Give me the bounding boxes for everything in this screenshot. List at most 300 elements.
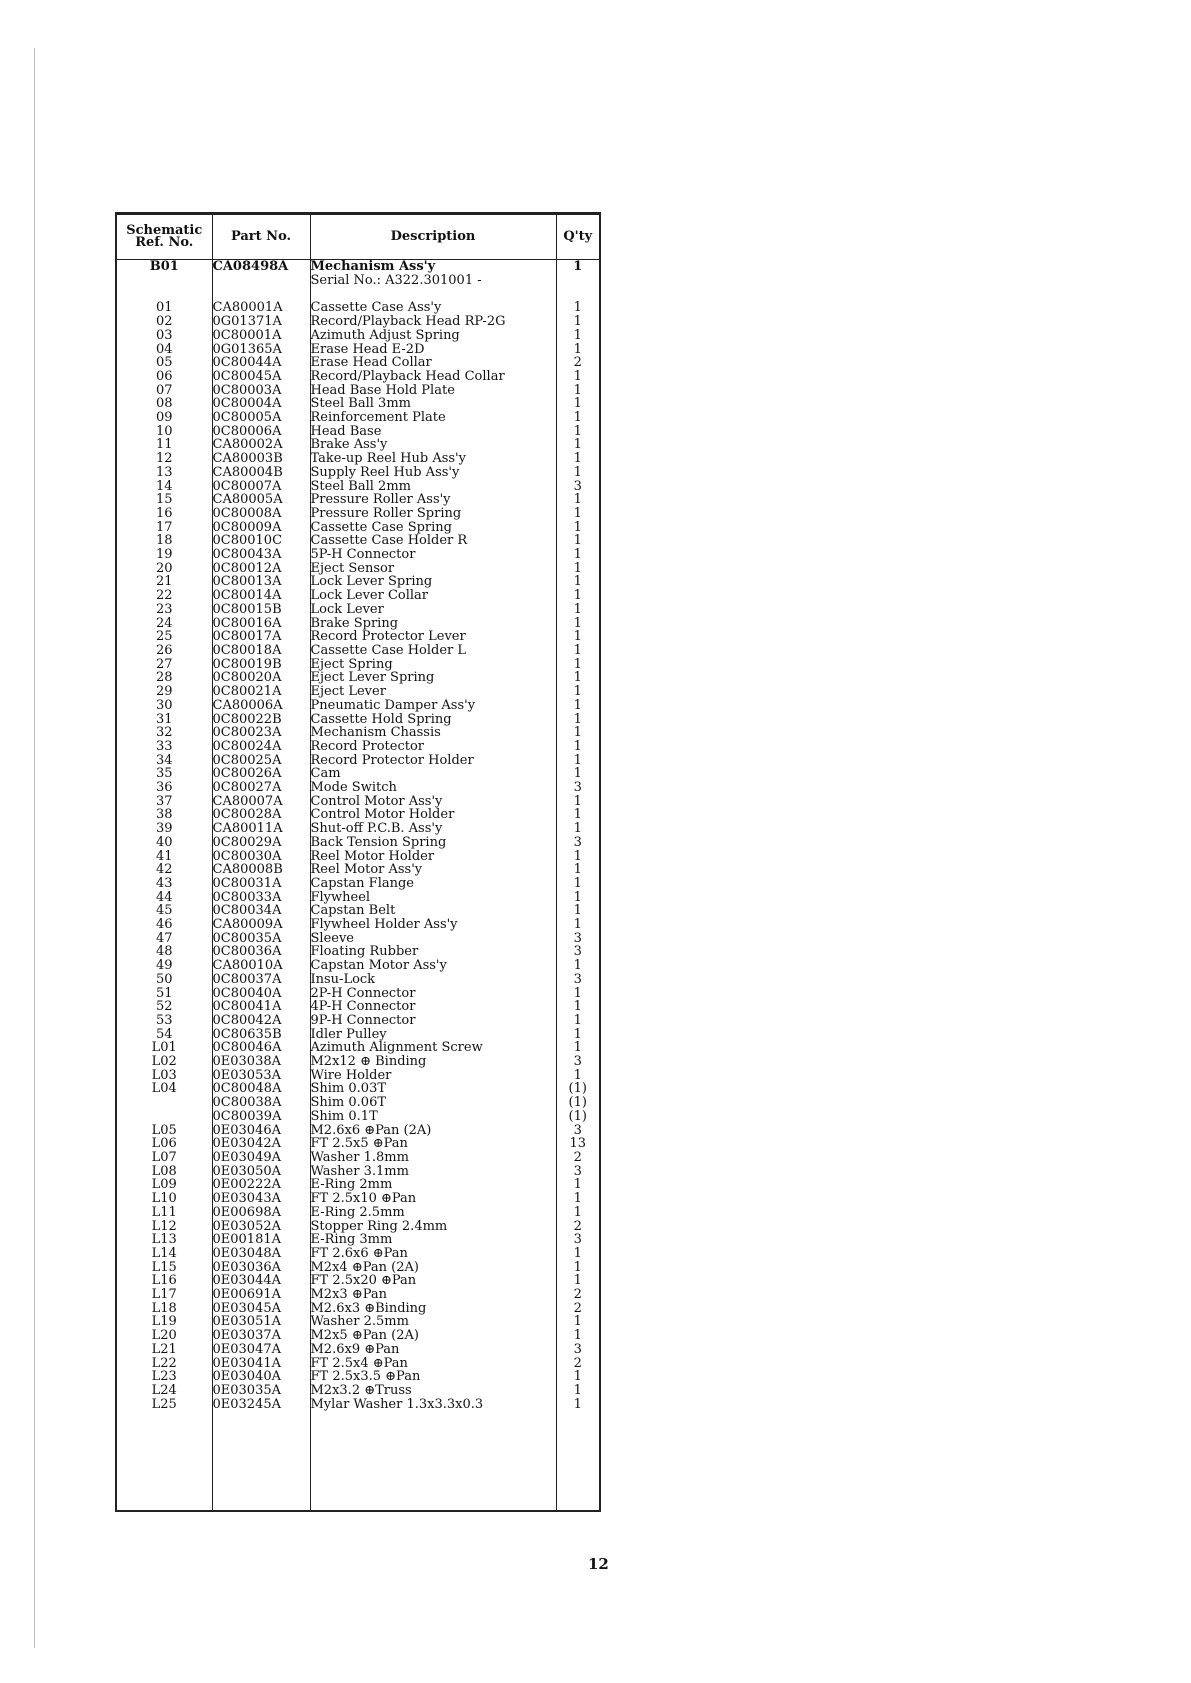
cell-qty: 1 — [556, 301, 600, 315]
cell-qty: 1 — [556, 808, 600, 822]
cell-part: CA80009A — [212, 918, 310, 932]
cell-ref: 28 — [116, 671, 212, 685]
table-row — [116, 1302, 600, 1316]
cell-desc: Supply Reel Hub Ass'y — [310, 466, 556, 480]
cell-qty: 1 — [556, 918, 600, 932]
table-row — [116, 959, 600, 973]
cell-desc: Brake Ass'y — [310, 438, 556, 452]
cell-part: 0C80003A — [212, 384, 310, 398]
table-row — [116, 1274, 600, 1288]
table-row — [116, 562, 600, 576]
table-row — [116, 411, 600, 425]
cell-qty: 1 — [556, 713, 600, 727]
cell-qty: 1 — [556, 1069, 600, 1083]
cell-qty: 1 — [556, 863, 600, 877]
cell-ref: 34 — [116, 754, 212, 768]
cell-qty: 1 — [556, 329, 600, 343]
cell-part: 0E03245A — [212, 1398, 310, 1412]
cell-qty: 1 — [556, 575, 600, 589]
cell-part: 0E03037A — [212, 1329, 310, 1343]
cell-qty: 2 — [556, 356, 600, 370]
cell-qty: 1 — [556, 603, 600, 617]
cell-ref: 03 — [116, 329, 212, 343]
cell-part: CA80008B — [212, 863, 310, 877]
cell-part: CA80006A — [212, 699, 310, 713]
table-row — [116, 329, 600, 343]
cell-part: 0C80043A — [212, 548, 310, 562]
cell-part: CA80005A — [212, 493, 310, 507]
table-row — [116, 808, 600, 822]
parts-list-table — [115, 212, 601, 1512]
cell-desc: Stopper Ring 2.4mm — [310, 1220, 556, 1234]
cell-desc: Pressure Roller Ass'y — [310, 493, 556, 507]
table-row — [116, 904, 600, 918]
cell-desc: Mode Switch — [310, 781, 556, 795]
cell-qty: (1) — [556, 1110, 600, 1124]
cell-ref: L13 — [116, 1233, 212, 1247]
cell-part: 0C80021A — [212, 685, 310, 699]
cell-desc: Reel Motor Holder — [310, 850, 556, 864]
cell-qty: 1 — [556, 617, 600, 631]
cell-qty: 1 — [556, 726, 600, 740]
cell-desc: Cassette Hold Spring — [310, 713, 556, 727]
cell-part: 0E03036A — [212, 1261, 310, 1275]
cell-qty: 1 — [556, 507, 600, 521]
table-header-row — [116, 214, 600, 260]
cell-ref: L08 — [116, 1165, 212, 1179]
cell-ref: L12 — [116, 1220, 212, 1234]
cell-part: 0E03046A — [212, 1124, 310, 1138]
table-row — [116, 987, 600, 1001]
table-row — [116, 891, 600, 905]
cell-desc: Eject Sensor — [310, 562, 556, 576]
cell-ref: 40 — [116, 836, 212, 850]
cell-desc: Record Protector — [310, 740, 556, 754]
cell-ref: 32 — [116, 726, 212, 740]
table-row — [116, 877, 600, 891]
cell-desc: Shim 0.03T — [310, 1082, 556, 1096]
cell-desc: Take-up Reel Hub Ass'y — [310, 452, 556, 466]
cell-ref: 11 — [116, 438, 212, 452]
cell-part: 0C80010C — [212, 534, 310, 548]
cell-desc: Flywheel Holder Ass'y — [310, 918, 556, 932]
cell-ref: 30 — [116, 699, 212, 713]
header-ref-line1: Schematic — [126, 223, 203, 238]
cell-desc: Steel Ball 2mm — [310, 480, 556, 494]
cell-desc: Record Protector Lever — [310, 630, 556, 644]
cell-ref: 02 — [116, 315, 212, 329]
cell-ref: L16 — [116, 1274, 212, 1288]
cell-desc: Shim 0.06T — [310, 1096, 556, 1110]
cell-ref: 29 — [116, 685, 212, 699]
assembly-serial: Serial No.: A322.301001 - — [310, 274, 556, 288]
cell-desc: E-Ring 2mm — [310, 1178, 556, 1192]
cell-part: 0C80008A — [212, 507, 310, 521]
table-row — [116, 1233, 600, 1247]
table-row — [116, 1165, 600, 1179]
cell-desc: Record Protector Holder — [310, 754, 556, 768]
cell-qty: 1 — [556, 671, 600, 685]
cell-qty: 1 — [556, 1398, 600, 1412]
cell-ref: 49 — [116, 959, 212, 973]
blank-filler-row — [116, 1411, 600, 1511]
table-row — [116, 356, 600, 370]
cell-qty: 1 — [556, 315, 600, 329]
cell-desc: 2P-H Connector — [310, 987, 556, 1001]
table-row — [116, 1398, 600, 1412]
cell-ref: 26 — [116, 644, 212, 658]
cell-qty: 1 — [556, 411, 600, 425]
cell-desc: M2x12 ⊕ Binding — [310, 1055, 556, 1069]
cell-qty: 1 — [556, 959, 600, 973]
cell-ref: 51 — [116, 987, 212, 1001]
cell-ref: 04 — [116, 343, 212, 357]
cell-qty: 1 — [556, 795, 600, 809]
cell-qty: 13 — [556, 1137, 600, 1151]
cell-part: 0C80014A — [212, 589, 310, 603]
cell-ref: L14 — [116, 1247, 212, 1261]
table-row — [116, 658, 600, 672]
cell-part: 0C80025A — [212, 754, 310, 768]
cell-part: 0E03049A — [212, 1151, 310, 1165]
table-row — [116, 548, 600, 562]
cell-ref: 08 — [116, 397, 212, 411]
cell-ref: 17 — [116, 521, 212, 535]
table-row — [116, 1220, 600, 1234]
cell-qty: 1 — [556, 850, 600, 864]
cell-qty: 1 — [556, 891, 600, 905]
table-row — [116, 685, 600, 699]
cell-qty: 1 — [556, 493, 600, 507]
cell-part: 0C80044A — [212, 356, 310, 370]
cell-qty: 1 — [556, 397, 600, 411]
cell-desc: M2x3 ⊕Pan — [310, 1288, 556, 1302]
table-row — [116, 1124, 600, 1138]
cell-part: 0C80015B — [212, 603, 310, 617]
cell-qty: 3 — [556, 932, 600, 946]
cell-part: CA80004B — [212, 466, 310, 480]
cell-desc: E-Ring 2.5mm — [310, 1206, 556, 1220]
cell-part: 0E03035A — [212, 1384, 310, 1398]
cell-part: 0C80028A — [212, 808, 310, 822]
cell-ref: 50 — [116, 973, 212, 987]
cell-desc: Lock Lever Spring — [310, 575, 556, 589]
table-row — [116, 1343, 600, 1357]
cell-part: 0C80023A — [212, 726, 310, 740]
cell-qty: 1 — [556, 452, 600, 466]
cell-qty: 1 — [556, 1384, 600, 1398]
cell-desc: Control Motor Holder — [310, 808, 556, 822]
header-ref-no — [116, 214, 212, 260]
cell-ref: 48 — [116, 945, 212, 959]
table-row — [116, 1370, 600, 1384]
cell-qty: 1 — [556, 466, 600, 480]
cell-qty: 2 — [556, 1288, 600, 1302]
table-row — [116, 863, 600, 877]
cell-part: 0C80035A — [212, 932, 310, 946]
cell-desc: Azimuth Adjust Spring — [310, 329, 556, 343]
cell-part: 0G01365A — [212, 343, 310, 357]
cell-qty: 2 — [556, 1220, 600, 1234]
page-number: 12 — [588, 1555, 609, 1573]
cell-part: 0C80037A — [212, 973, 310, 987]
cell-part: 0C80012A — [212, 562, 310, 576]
cell-desc: Washer 3.1mm — [310, 1165, 556, 1179]
cell-desc: Washer 2.5mm — [310, 1315, 556, 1329]
cell-qty: 1 — [556, 589, 600, 603]
cell-part: CA80002A — [212, 438, 310, 452]
cell-ref: 21 — [116, 575, 212, 589]
cell-ref: 10 — [116, 425, 212, 439]
header-part-no: Part No. — [212, 214, 310, 260]
cell-part: 0C80040A — [212, 987, 310, 1001]
cell-ref: 25 — [116, 630, 212, 644]
cell-desc: Cam — [310, 767, 556, 781]
cell-desc: Head Base — [310, 425, 556, 439]
table-row — [116, 1096, 600, 1110]
cell-part: 0C80004A — [212, 397, 310, 411]
cell-desc: Cassette Case Ass'y — [310, 301, 556, 315]
cell-part: CA80007A — [212, 795, 310, 809]
cell-qty: 1 — [556, 370, 600, 384]
cell-desc: Shim 0.1T — [310, 1110, 556, 1124]
cell-qty: 1 — [556, 384, 600, 398]
cell-desc: Lock Lever Collar — [310, 589, 556, 603]
cell-desc: FT 2.5x4 ⊕Pan — [310, 1357, 556, 1371]
cell-qty: 3 — [556, 781, 600, 795]
cell-ref: 24 — [116, 617, 212, 631]
cell-ref: L15 — [116, 1261, 212, 1275]
cell-qty: 1 — [556, 548, 600, 562]
cell-ref — [116, 1096, 212, 1110]
cell-part: 0C80019B — [212, 658, 310, 672]
cell-qty: 3 — [556, 1233, 600, 1247]
cell-part: 0E03042A — [212, 1137, 310, 1151]
cell-qty: 1 — [556, 1315, 600, 1329]
table-row — [116, 1288, 600, 1302]
cell-qty: 1 — [556, 1178, 600, 1192]
table-row — [116, 493, 600, 507]
cell-ref: 39 — [116, 822, 212, 836]
cell-desc: Back Tension Spring — [310, 836, 556, 850]
cell-ref: 46 — [116, 918, 212, 932]
cell-desc: Wire Holder — [310, 1069, 556, 1083]
cell-qty: 1 — [556, 644, 600, 658]
cell-qty: (1) — [556, 1096, 600, 1110]
cell-part: 0C80033A — [212, 891, 310, 905]
cell-desc: Shut-off P.C.B. Ass'y — [310, 822, 556, 836]
cell-desc: Lock Lever — [310, 603, 556, 617]
cell-qty: 3 — [556, 973, 600, 987]
cell-part: 0C80031A — [212, 877, 310, 891]
cell-part: 0C80046A — [212, 1041, 310, 1055]
cell-qty: 1 — [556, 904, 600, 918]
cell-part: CA80001A — [212, 301, 310, 315]
table-row — [116, 1082, 600, 1096]
cell-desc: 5P-H Connector — [310, 548, 556, 562]
cell-ref: L07 — [116, 1151, 212, 1165]
cell-part: 0E03044A — [212, 1274, 310, 1288]
table-row — [116, 315, 600, 329]
cell-desc: Head Base Hold Plate — [310, 384, 556, 398]
cell-qty: 1 — [556, 425, 600, 439]
cell-qty: 1 — [556, 699, 600, 713]
cell-ref: L24 — [116, 1384, 212, 1398]
cell-qty: 2 — [556, 1151, 600, 1165]
cell-ref: 12 — [116, 452, 212, 466]
cell-qty: 1 — [556, 562, 600, 576]
cell-ref: 18 — [116, 534, 212, 548]
assembly-part: CA08498A — [212, 260, 310, 274]
cell-qty: 1 — [556, 534, 600, 548]
cell-ref: L22 — [116, 1357, 212, 1371]
cell-qty: 1 — [556, 740, 600, 754]
cell-qty: 1 — [556, 438, 600, 452]
cell-qty: 1 — [556, 1014, 600, 1028]
table-row — [116, 1069, 600, 1083]
cell-desc: Capstan Motor Ass'y — [310, 959, 556, 973]
table-row — [116, 1357, 600, 1371]
cell-desc: Erase Head Collar — [310, 356, 556, 370]
table-row — [116, 767, 600, 781]
cell-part: 0C80020A — [212, 671, 310, 685]
cell-desc: FT 2.5x5 ⊕Pan — [310, 1137, 556, 1151]
cell-ref: 33 — [116, 740, 212, 754]
cell-ref: 52 — [116, 1000, 212, 1014]
cell-part: 0C80048A — [212, 1082, 310, 1096]
cell-ref: 20 — [116, 562, 212, 576]
cell-desc: Azimuth Alignment Screw — [310, 1041, 556, 1055]
cell-ref — [116, 1110, 212, 1124]
table-row — [116, 425, 600, 439]
cell-desc: 4P-H Connector — [310, 1000, 556, 1014]
cell-desc: Eject Lever Spring — [310, 671, 556, 685]
cell-part: 0C80042A — [212, 1014, 310, 1028]
spacer-row — [116, 287, 600, 301]
table-row — [116, 836, 600, 850]
cell-desc: Erase Head E-2D — [310, 343, 556, 357]
cell-ref: 41 — [116, 850, 212, 864]
cell-desc: Cassette Case Holder R — [310, 534, 556, 548]
table-row — [116, 617, 600, 631]
cell-part: 0E00698A — [212, 1206, 310, 1220]
table-row — [116, 1178, 600, 1192]
cell-qty: (1) — [556, 1082, 600, 1096]
assembly-qty: 1 — [556, 260, 600, 274]
cell-part: 0E00222A — [212, 1178, 310, 1192]
assembly-ref: B01 — [116, 260, 212, 274]
cell-desc: FT 2.6x6 ⊕Pan — [310, 1247, 556, 1261]
cell-part: 0E03040A — [212, 1370, 310, 1384]
header-ref-line2: Ref. No. — [135, 235, 194, 250]
cell-part: 0C80635B — [212, 1028, 310, 1042]
cell-part: 0E03048A — [212, 1247, 310, 1261]
cell-part: 0E03038A — [212, 1055, 310, 1069]
table-row — [116, 1261, 600, 1275]
cell-desc: Brake Spring — [310, 617, 556, 631]
cell-desc: Pressure Roller Spring — [310, 507, 556, 521]
cell-ref: L04 — [116, 1082, 212, 1096]
cell-ref: 27 — [116, 658, 212, 672]
table-row — [116, 466, 600, 480]
table-row — [116, 644, 600, 658]
cell-part: 0C80018A — [212, 644, 310, 658]
cell-ref: L11 — [116, 1206, 212, 1220]
table-row — [116, 630, 600, 644]
cell-ref: 44 — [116, 891, 212, 905]
cell-qty: 1 — [556, 1028, 600, 1042]
table-row — [116, 1137, 600, 1151]
cell-part: 0E03050A — [212, 1165, 310, 1179]
cell-part: 0C80009A — [212, 521, 310, 535]
cell-ref: 54 — [116, 1028, 212, 1042]
table-row — [116, 1014, 600, 1028]
cell-desc: Mylar Washer 1.3x3.3x0.3 — [310, 1398, 556, 1412]
cell-ref: 31 — [116, 713, 212, 727]
cell-qty: 1 — [556, 1274, 600, 1288]
cell-ref: 45 — [116, 904, 212, 918]
cell-desc: Capstan Belt — [310, 904, 556, 918]
cell-part: 0E03047A — [212, 1343, 310, 1357]
cell-qty: 1 — [556, 767, 600, 781]
table-row — [116, 781, 600, 795]
cell-ref: 37 — [116, 795, 212, 809]
table-row — [116, 795, 600, 809]
table-row — [116, 397, 600, 411]
table-row — [116, 452, 600, 466]
cell-ref: L09 — [116, 1178, 212, 1192]
cell-qty: 1 — [556, 754, 600, 768]
cell-desc: Pneumatic Damper Ass'y — [310, 699, 556, 713]
cell-qty: 1 — [556, 1000, 600, 1014]
cell-ref: L05 — [116, 1124, 212, 1138]
cell-qty: 3 — [556, 836, 600, 850]
cell-desc: Capstan Flange — [310, 877, 556, 891]
cell-qty: 1 — [556, 1370, 600, 1384]
cell-qty: 1 — [556, 987, 600, 1001]
cell-ref: 01 — [116, 301, 212, 315]
cell-part: 0E00181A — [212, 1233, 310, 1247]
cell-desc: M2x4 ⊕Pan (2A) — [310, 1261, 556, 1275]
cell-qty: 3 — [556, 945, 600, 959]
cell-ref: 23 — [116, 603, 212, 617]
cell-ref: 09 — [116, 411, 212, 425]
table-row — [116, 754, 600, 768]
cell-desc: E-Ring 3mm — [310, 1233, 556, 1247]
cell-ref: L21 — [116, 1343, 212, 1357]
table-row — [116, 973, 600, 987]
cell-ref: L25 — [116, 1398, 212, 1412]
cell-desc: Control Motor Ass'y — [310, 795, 556, 809]
cell-ref: L20 — [116, 1329, 212, 1343]
cell-qty: 1 — [556, 343, 600, 357]
table-row — [116, 1041, 600, 1055]
cell-part: 0E03051A — [212, 1315, 310, 1329]
table-row — [116, 534, 600, 548]
table-row — [116, 301, 600, 315]
cell-ref: 14 — [116, 480, 212, 494]
cell-part: 0C80027A — [212, 781, 310, 795]
cell-qty: 2 — [556, 1302, 600, 1316]
cell-qty: 3 — [556, 480, 600, 494]
table-row — [116, 438, 600, 452]
cell-part: 0C80022B — [212, 713, 310, 727]
cell-part: 0C80013A — [212, 575, 310, 589]
header-description: Description — [310, 214, 556, 260]
cell-desc: FT 2.5x10 ⊕Pan — [310, 1192, 556, 1206]
table-row — [116, 1206, 600, 1220]
cell-ref: 06 — [116, 370, 212, 384]
